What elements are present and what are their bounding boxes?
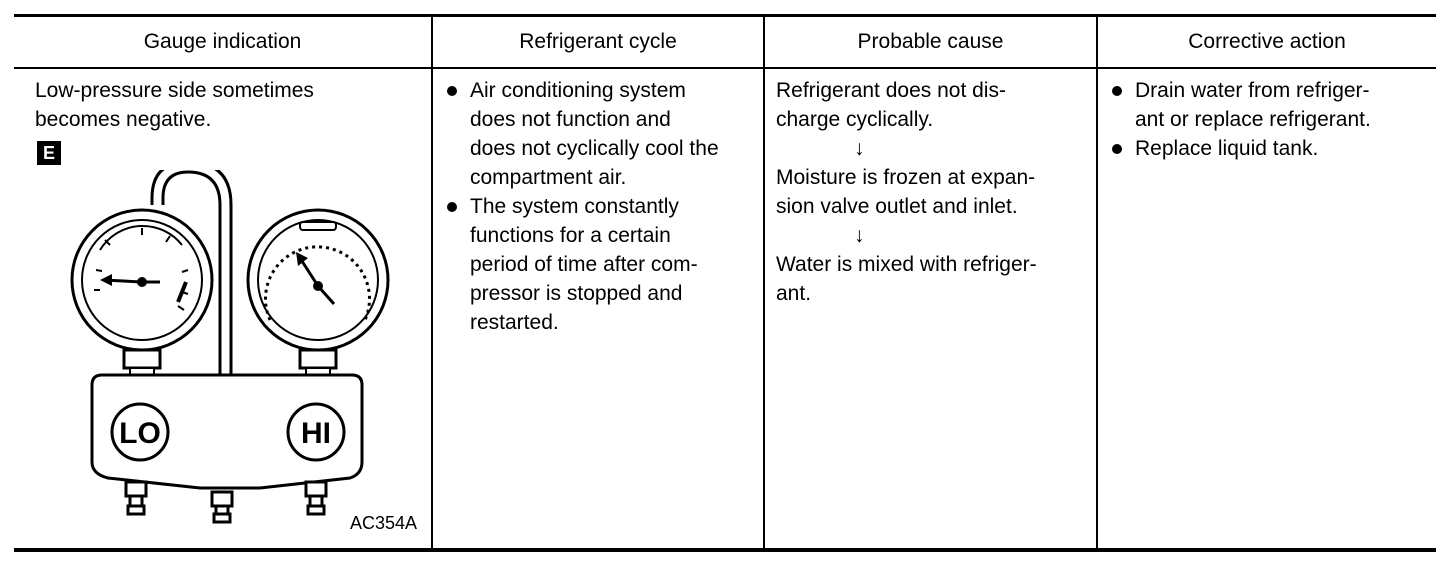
header-probable-cause: Probable cause (857, 30, 1004, 53)
column-divider (1096, 16, 1098, 549)
lo-gauge (72, 210, 212, 378)
figure-badge: E (37, 141, 61, 165)
cause-line: sion valve outlet and inlet. (776, 195, 1018, 218)
refrigerant-cycle-cell (442, 76, 760, 337)
corrective-action-cell (1107, 76, 1433, 163)
cause-line: charge cyclically. (776, 108, 934, 131)
action-line: ant or replace refrigerant. (1135, 108, 1371, 131)
header-refrigerant-cycle: Refrigerant cycle (519, 30, 677, 53)
cycle-line: does not function and (470, 108, 671, 131)
header-rule (14, 67, 1436, 69)
gauge-indication-line: Low-pressure side sometimes (35, 79, 314, 102)
action-line: Drain water from refriger- (1135, 79, 1370, 102)
down-arrow-icon: ↓ (854, 224, 865, 247)
list-item (1107, 134, 1433, 163)
cause-line: Refrigerant does not dis- (776, 79, 1006, 102)
cause-line: ant. (776, 282, 812, 305)
cycle-line: pressor is stopped and (470, 282, 683, 305)
cycle-line: compartment air. (470, 166, 627, 189)
cycle-line: The system constantly (470, 195, 679, 218)
figure-code: AC354A (350, 513, 418, 533)
probable-cause-cell (776, 76, 1092, 308)
list-item (442, 192, 760, 337)
gauge-indication-cell (35, 76, 425, 134)
lo-label: LO (119, 417, 161, 450)
hi-gauge (248, 210, 388, 378)
list-item (442, 76, 760, 192)
cycle-line: Air conditioning system (470, 79, 686, 102)
cycle-line: does not cyclically cool the (470, 137, 719, 160)
header-gauge-indication: Gauge indication (143, 30, 302, 53)
column-divider (431, 16, 433, 549)
action-line: Replace liquid tank. (1135, 137, 1319, 160)
gauge-indication-line: becomes negative. (35, 108, 212, 131)
cycle-line: period of time after com- (470, 253, 698, 276)
cycle-line: restarted. (470, 311, 559, 334)
cause-line: Moisture is frozen at expan- (776, 166, 1036, 189)
hi-label: HI (301, 417, 331, 450)
manifold-gauge-set-icon (60, 170, 390, 530)
cycle-line: functions for a certain (470, 224, 671, 247)
list-item (1107, 76, 1433, 134)
down-arrow-icon: ↓ (854, 137, 865, 160)
table-bottom-rule (14, 548, 1436, 552)
cause-line: Water is mixed with refriger- (776, 253, 1037, 276)
column-divider (763, 16, 765, 549)
header-corrective-action: Corrective action (1188, 30, 1346, 53)
